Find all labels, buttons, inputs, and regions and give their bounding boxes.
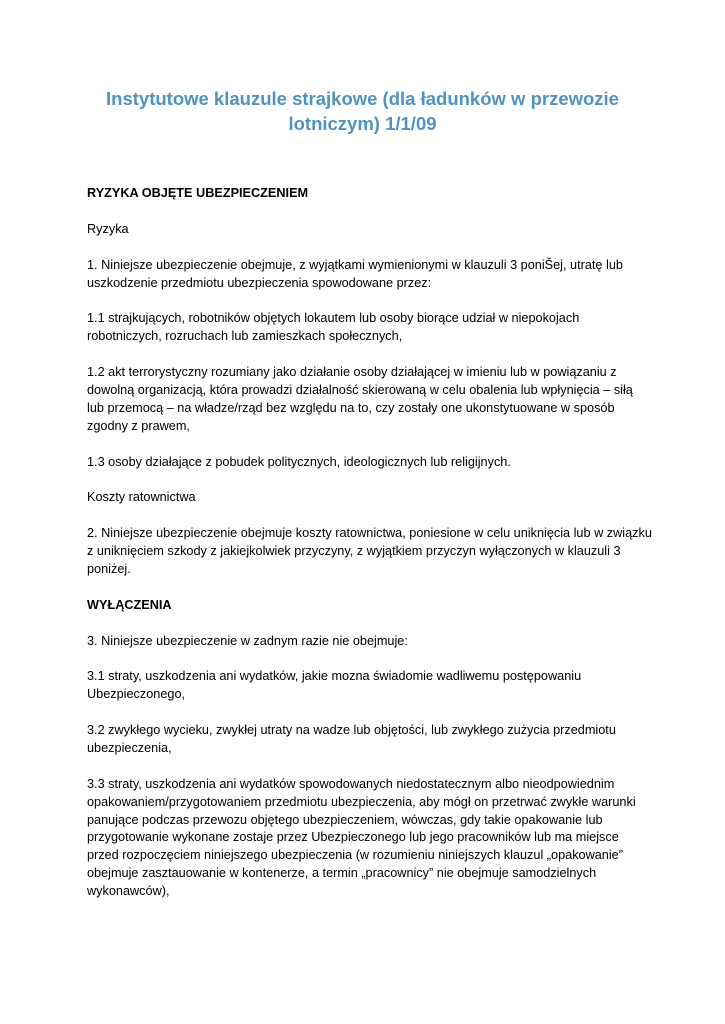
subheading-salvage-costs: Koszty ratownictwa [87, 490, 196, 505]
clause-1-3: 1.3 osoby działające z pobudek politycznych, ideologicznych lub religijnych. [87, 454, 511, 469]
clause-2: 2. Niniejsze ubezpieczenie obejmuje koszty ratownictwa, poniesione w celu uniknięcia lub w związku z uniknięciem szkody z jakiejkolwiek przyczyny, z wyjątkiem przyczyn wyłączonych w klauzuli 3 poniżej. [87, 526, 652, 576]
clause-3-1: 3.1 straty, uszkodzenia ani wydatków, jakie mozna świadomie wadliwemu postępowaniu Ubezpieczonego, [87, 669, 582, 702]
clause-1-1: 1.1 strajkujących, robotników objętych lokautem lub osoby biorące udział w niepokojach robotniczych, rozruchach lub zamieszkach społecznych, [87, 311, 580, 344]
section-heading-exclusions: WYŁĄCZENIA [87, 597, 172, 612]
document-body [87, 185, 652, 919]
document-title: Instytutowe klauzule strajkowe (dla ładunków w przewozie lotniczym) 1/1/09 [106, 88, 619, 134]
clause-3-2: 3.2 zwykłego wycieku, zwykłej utraty na wadze lub objętości, lub zwykłego zużycia przedmiotu ubezpieczenia, [87, 723, 616, 755]
clause-1-2: 1.2 akt terrorystyczny rozumiany jako działanie osoby działającej w imieniu lub w powiązaniu z dowolną organizacją, która prowadzi działalność skierowaną w celu obalenia lub wpłynięcia – siłą lub przemocą – na władze/rząd bez względu na to, czy zostały one ukonstytuowane w sposób zgodny z prawem, [87, 365, 633, 433]
clause-1: 1. Niniejsze ubezpieczenie obejmuje, z wyjątkami wymienionymi w klauzuli 3 poniŠej, utratę lub uszkodzenie przedmiotu ubezpieczenia spowodowane przez: [87, 257, 623, 290]
section-heading-risks: RYZYKA OBJĘTE UBEZPIECZENIEM [87, 186, 309, 200]
clause-3-3: 3.3 straty, uszkodzenia ani wydatków spowodowanych niedostatecznym albo nieodpowiednim opakowaniem/przygotowaniem przedmiotu ubezpieczenia, aby mógł on przetrwać zwykłe warunki panujące podczas przewozu objętego ubezpieczeniem, wówczas, gdy takie opakowanie lub przygotowanie wykonane zostaje przez Ubezpieczonego lub jego pracowników lub ma miejsce przed rozpoczęciem niniejszego ubezpieczenia (w rozumieniu niniejszych klauzul „opakowanie” obejmuje zasztauowanie w kontenerze, a termin „pracownicy” nie obejmuje samodzielnych wykonawców), [87, 776, 636, 899]
clause-3: 3. Niniejsze ubezpieczenie w zadnym razie nie obejmuje: [87, 633, 408, 648]
subheading-risks: Ryzyka [87, 221, 129, 236]
